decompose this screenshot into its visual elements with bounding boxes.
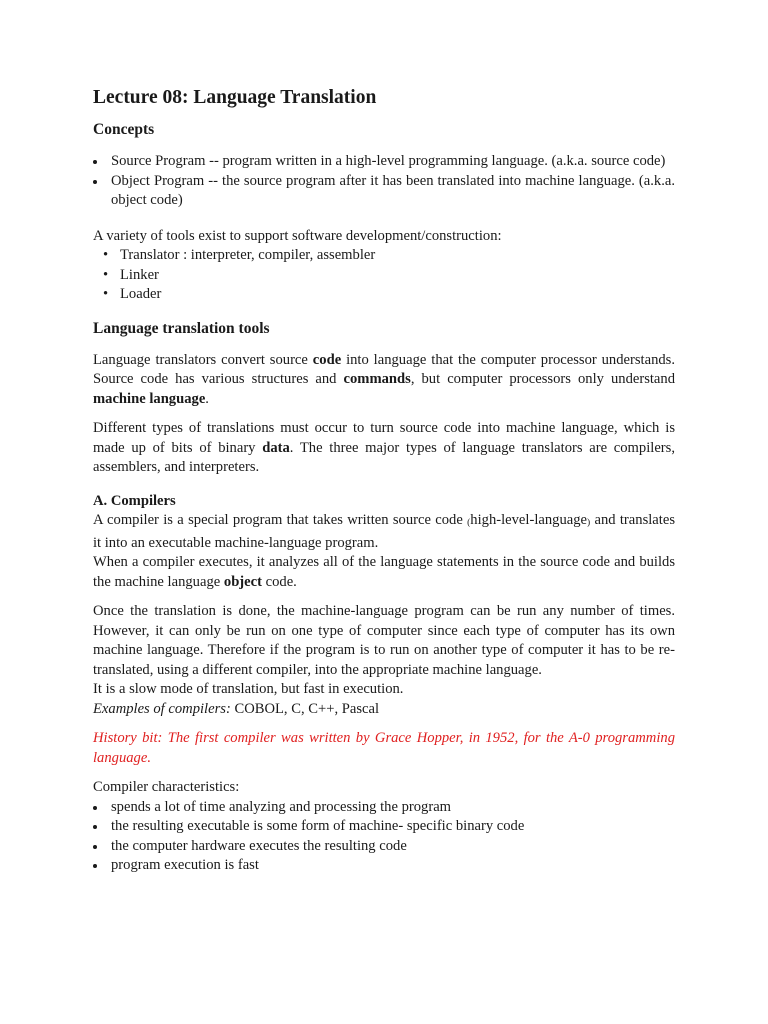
- tools-list: [93, 246, 675, 305]
- compiler-speed-note: It is a slow mode of translation, but fast in execution.: [93, 681, 404, 697]
- compiler-execution: When a compiler executes, it analyzes all of the language statements in the source code and builds the machine language object code.: [93, 554, 675, 590]
- list-item: the computer hardware executes the resulting code: [93, 837, 675, 857]
- history-note: History bit: The first compiler was written by Grace Hopper, in 1952, for the A-0 programming language.: [93, 730, 675, 766]
- compiler-translation-paragraph: Once the translation is done, the machine-language program can be run any number of times. However, it can only be run on one type of computer since each type of computer has its own machine language. Therefore if the program is to run on another type of computer it has to be re-translated, using a different compiler, into the appropriate machine language.: [93, 603, 675, 678]
- translation-tools-heading: Language translation tools: [93, 319, 270, 337]
- list-item: • Linker: [93, 266, 675, 286]
- list-item: the resulting executable is some form of machine- specific binary code: [93, 817, 675, 837]
- list-item: program execution is fast: [93, 856, 675, 876]
- translation-types-paragraph: Different types of translations must occur to turn source code into machine language, which is made up of bits of binary data. The three major types of language translators are compilers, assemblers, and interpreters.: [93, 420, 675, 475]
- page-content: [93, 86, 675, 876]
- compiler-definition: A compiler is a special program that takes written source code (high-level-language) and translates it into an executable machine-language program.: [93, 512, 675, 551]
- tools-intro: A variety of tools exist to support software development/construction:: [93, 227, 502, 244]
- list-item: spends a lot of time analyzing and processing the program: [93, 798, 675, 818]
- list-item: Object Program -- the source program after it has been translated into machine language. (a.k.a. object code): [93, 172, 675, 211]
- compiler-examples: Examples of compilers: COBOL, C, C++, Pascal: [93, 700, 380, 717]
- list-item: Source Program -- program written in a high-level programming language. (a.k.a. source code): [93, 152, 675, 172]
- concepts-heading: Concepts: [93, 121, 155, 138]
- compilers-heading: A. Compilers: [93, 492, 176, 509]
- page-title: Lecture 08: Language Translation: [93, 87, 377, 108]
- translators-paragraph: Language translators convert source code into language that the computer processor understands. Source code has various structures and commands, but computer processors only understand machine language.: [93, 351, 676, 407]
- characteristics-list: [93, 798, 675, 876]
- concepts-list: [93, 152, 675, 211]
- list-item: • Translator : interpreter, compiler, assembler: [93, 246, 675, 266]
- list-item: • Loader: [93, 285, 675, 305]
- characteristics-intro: Compiler characteristics:: [93, 779, 240, 795]
